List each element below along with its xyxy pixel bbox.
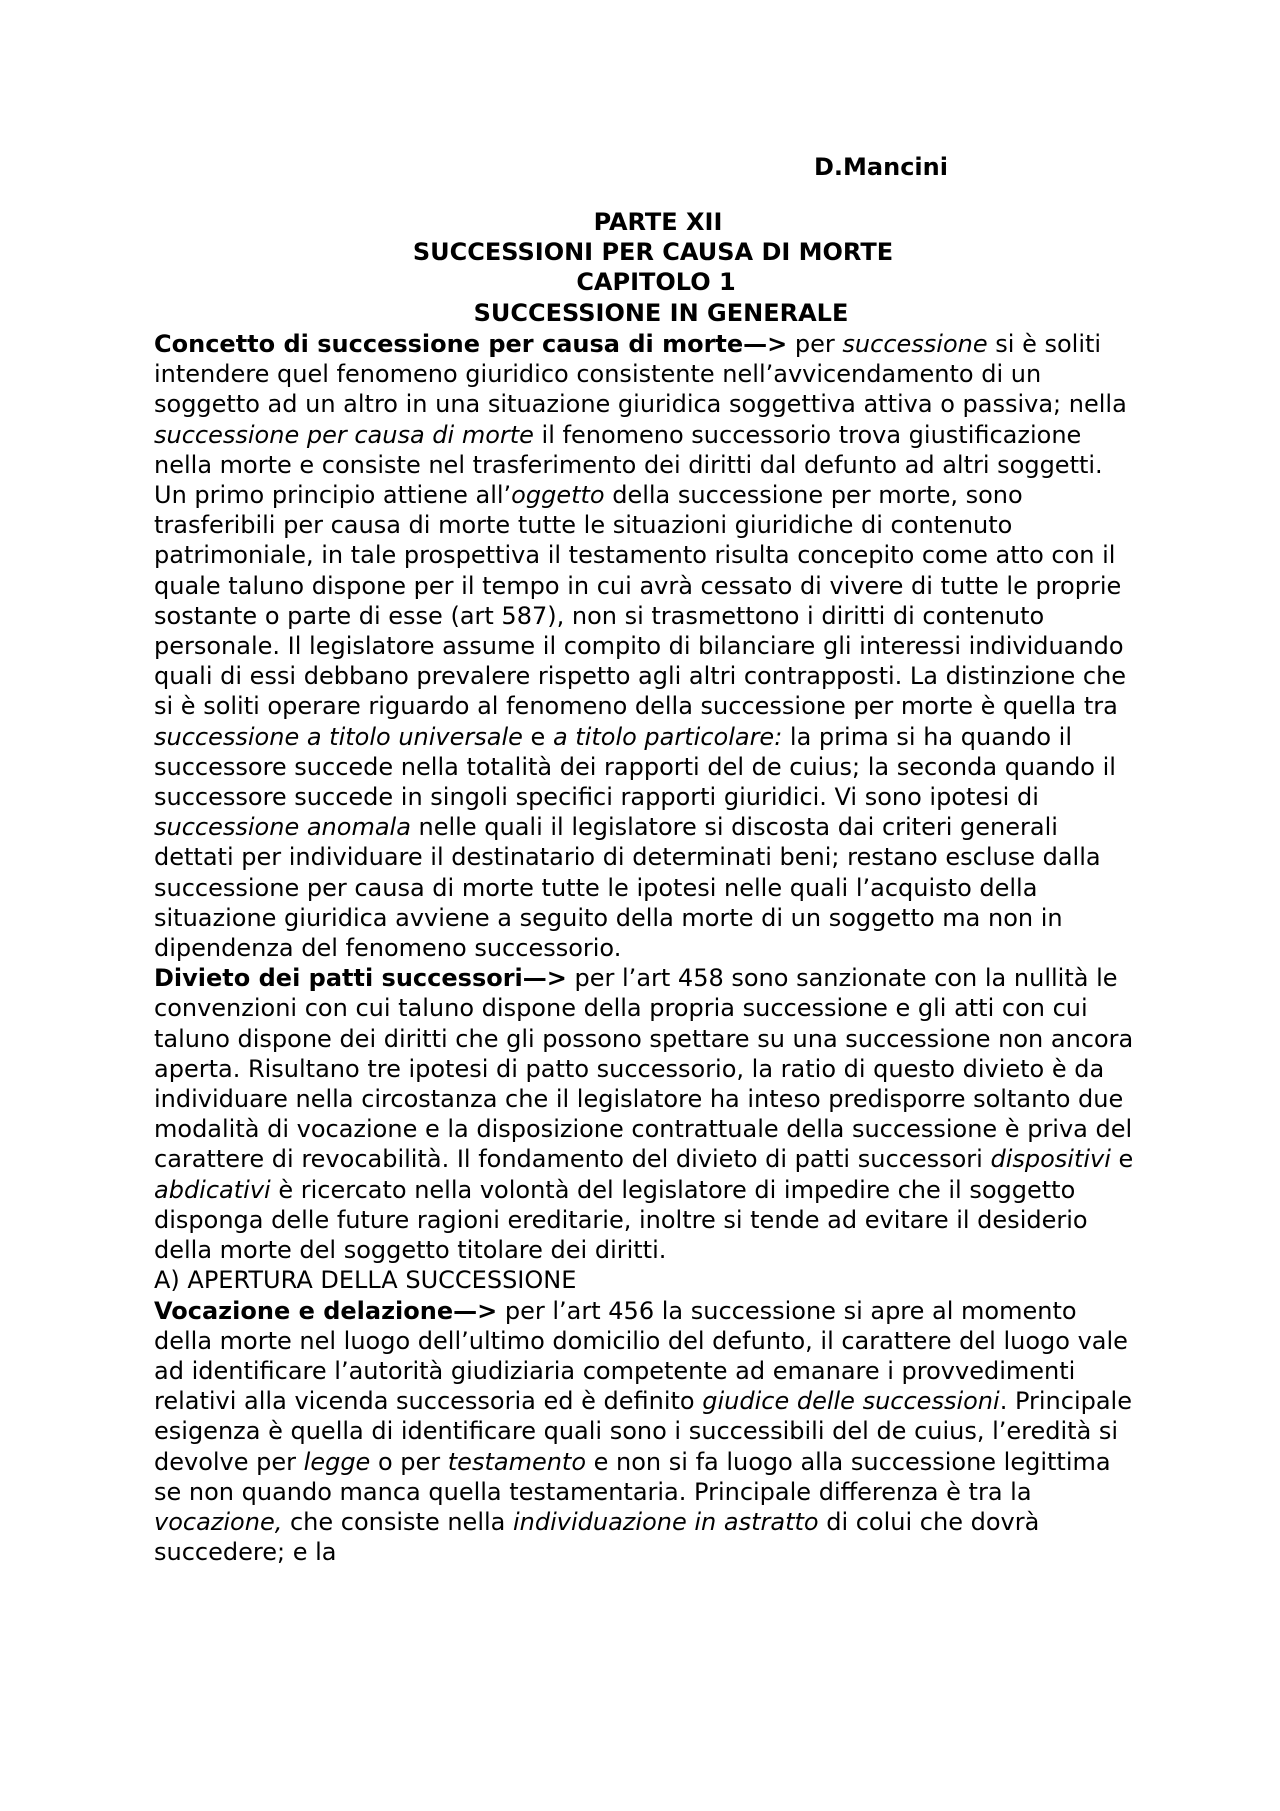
text-run: il fenomeno successorio trova giustificazione nella morte e consiste nel trasferimento dei diritti dal defunto ad altri soggetti. Un primo principio attiene all’: [154, 420, 1103, 510]
section-heading-concetto: Concetto di successione per causa di morte—>: [154, 330, 788, 358]
italic-term: legge: [303, 1447, 371, 1476]
text-run: la prima si ha quando il successore succede nella totalità dei rapporti del de cuius; la seconda quando il successore succede in singoli specifici rapporti giuridici. Vi sono ipotesi di: [154, 722, 1116, 812]
paragraph-concetto: [154, 329, 1134, 963]
text-run: per l’art 458 sono sanzionate con la nullità le convenzioni con cui taluno dispone della propria successione e gli atti con cui taluno dispone dei diritti che gli possono spettare su una successione non ancora aperta. Risultano tre ipotesi di patto successorio, la ratio di questo divieto è da individuare nella circostanza che il legislatore ha inteso predisporre soltanto due modalità di vocazione e la disposizione contrattuale della successione è priva del carattere di revocabilità. Il fondamento del divieto di patti successori: [154, 964, 1134, 1174]
chapter-heading: CAPITOLO 1: [576, 268, 736, 297]
body-text: [154, 329, 1134, 1567]
section-heading-divieto: Divieto dei patti successori—>: [154, 964, 567, 993]
section-heading-vocazione: Vocazione e delazione—>: [154, 1296, 498, 1325]
italic-term: testamento: [447, 1447, 587, 1476]
italic-term: giudice delle successioni: [702, 1387, 1000, 1416]
text-run: . Principale esigenza è quella di identificare quali sono i successibili del de cuius, l’eredità si devolve per: [154, 1387, 1132, 1476]
text-run: per: [787, 330, 843, 358]
text-run: nelle quali il legislatore si discosta dai criteri generali dettati per individuare il destinatario di determinati beni; restano escluse dalla successione per causa di morte tutte le ipotesi nelle quali l’acquisto della situazione giuridica avviene a seguito della morte di un soggetto ma non in dipendenza del fenomeno successorio.: [154, 813, 1101, 963]
paragraph-vocazione: [154, 1296, 1134, 1568]
author-name: D.Mancini: [814, 153, 948, 181]
italic-term: abdicativi: [154, 1175, 271, 1204]
text-run: o per: [370, 1447, 448, 1476]
text-run: si è soliti intendere quel fenomeno giuridico consistente nell’avvicendamento di un soggetto ad un altro in una situazione giuridica soggettiva attiva o passiva; nella: [154, 330, 1127, 419]
italic-term: successione per causa di morte: [154, 420, 534, 449]
italic-term: successione a titolo universale: [154, 722, 523, 751]
text-run: e non si fa luogo alla successione legittima se non quando manca quella testamentaria. Principale differenza è tra la: [154, 1447, 1111, 1506]
text-run: che consiste nella: [282, 1507, 513, 1536]
italic-term: vocazione,: [154, 1507, 283, 1536]
chapter-title: SUCCESSIONE IN GENERALE: [473, 298, 849, 327]
italic-term: successione anomala: [154, 813, 411, 842]
text-run: è ricercato nella volontà del legislatore di impedire che il soggetto disponga delle future ragioni ereditarie, inoltre si tende ad evitare il desiderio della morte del soggetto titolare dei diritti.: [154, 1175, 1088, 1265]
text-run: e: [522, 722, 553, 751]
text-run: di colui che dovrà succedere; e la: [154, 1507, 1040, 1567]
italic-term: a titolo particolare:: [552, 722, 783, 751]
italic-term: oggetto: [511, 481, 605, 510]
italic-term: individuazione in astratto: [513, 1507, 819, 1536]
heading-block: [0, 207, 1280, 328]
paragraph-divieto: [154, 963, 1134, 1265]
part-title: SUCCESSIONI PER CAUSA DI MORTE: [412, 238, 894, 267]
italic-term: dispositivi: [990, 1145, 1111, 1174]
part-heading: PARTE XII: [593, 208, 723, 236]
section-heading-apertura: A) APERTURA DELLA SUCCESSIONE: [154, 1266, 577, 1295]
text-run: e: [1110, 1145, 1134, 1174]
text-run: per l’art 456 la successione si apre al momento della morte nel luogo dell’ultimo domicilio del defunto, il carattere del luogo vale ad identificare l’autorità giudiziaria competente ad emanare i provvedimenti relativi alla vicenda successoria ed è definito: [154, 1296, 1128, 1416]
text-run: della successione per morte, sono trasferibili per causa di morte tutte le situazioni giuridiche di contenuto patrimoniale, in tale prospettiva il testamento risulta concepito come atto con il quale taluno dispone per il tempo in cui avrà cessato di vivere di tutte le proprie sostante o parte di esse (art 587), non si trasmettono i diritti di contenuto personale. Il legislatore assume il compito di bilanciare gli interessi individuando quali di essi debbano prevalere rispetto agli altri contrapposti. La distinzione che si è soliti operare riguardo al fenomeno della successione per morte è quella tra: [154, 481, 1127, 721]
italic-term: successione: [842, 330, 988, 358]
